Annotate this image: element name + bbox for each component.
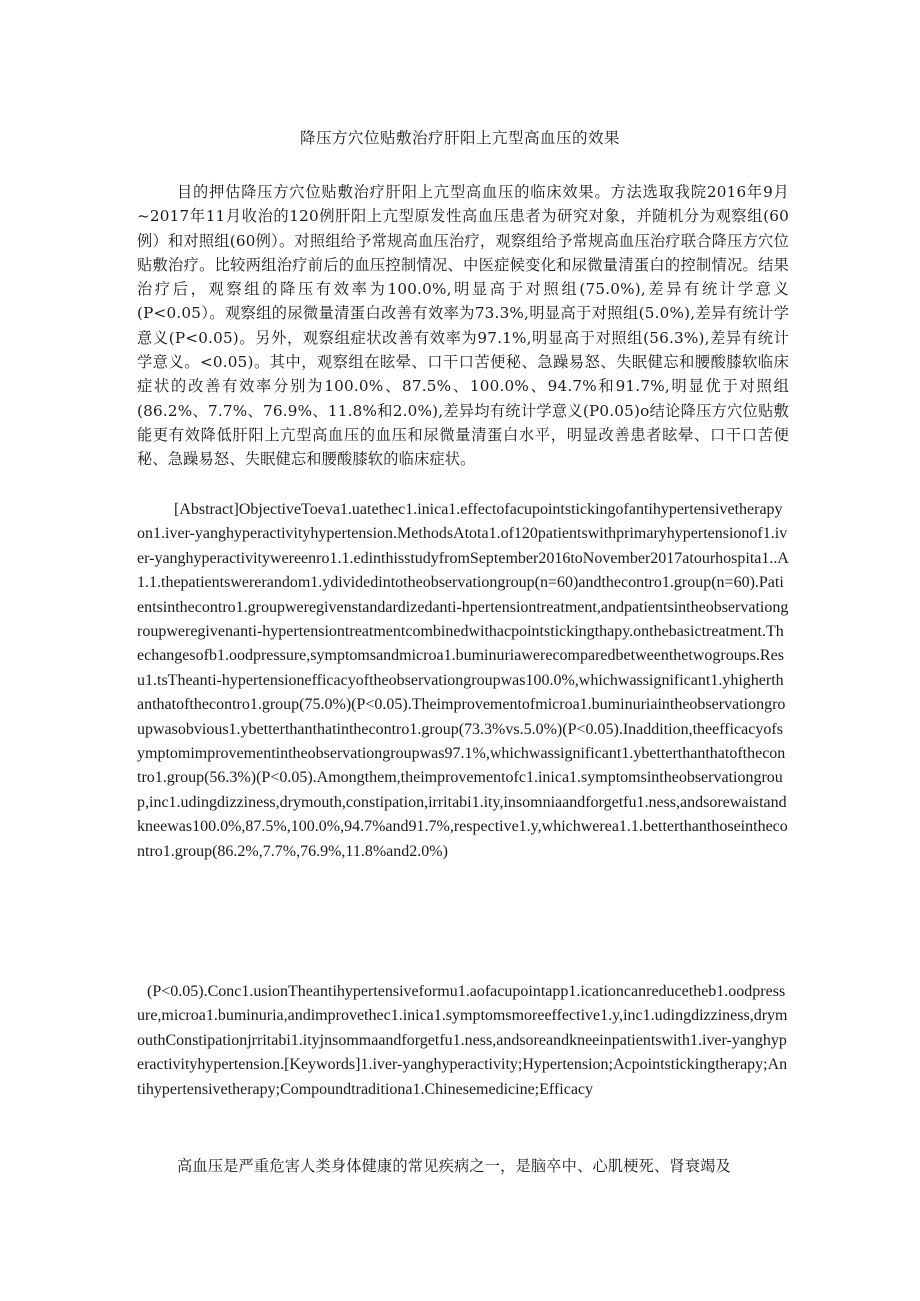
chinese-abstract-paragraph: 目的押估降压方穴位贴敷治疗肝阳上亢型高血压的临床效果。方法选取我院2016年9月~2017年11月收治的120例肝阳上亢型原发性高血压患者为研究对象，并随机分为观察组(60例）和对照组(60例）。对照组给予常规高血压治疗，观察组给予常规高血压治疗联合降压方穴位贴敷治疗。比较两组治疗前后的血压控制情况、中医症候变化和尿微量清蛋白的控制情况。结果治疗后，观察组的降压有效率为100.0%,明显高于对照组(75.0%),差异有统计学意义(P<0.05）。观察组的尿微量清蛋白改善有效率为73.3%,明显高于对照组(5.0%),差异有统计学意义(P<0.05)。另外，观察组症状改善有效率为97.1%,明显高于对照组(56.3%),差异有统计学意义。<0.05)。其中，观察组在眩晕、口干口苦便秘、急躁易怒、失眠健忘和腰酸膝软临床症状的改善有效率分别为100.0%、87.5%、100.0%、94.7%和91.7%,明显优于对照组(86.2%、7.7%、76.9%、11.8%和2.0%),差异均有统计学意义(P0.05)o结论降压方穴位贴敷能更有效降低肝阳上亢型高血压的血压和尿微量清蛋白水平，明显改善患者眩晕、口干口苦便秘、急躁易怒、失眠健忘和腰酸膝软的临床症状。: [137, 183, 789, 469]
english-abstract-paragraph: [Abstract]ObjectiveToeva1.uatethec1.inica1.effectofacupointstickingofantihypertensivetherapyon1.iver-yanghyperactivityhypertension.MethodsAtota1.of120patientswithprimaryhypertensionof1.iver-yanghyperactivitywereenro1.1.edinthisstudyfromSeptember2016toNovember2017atourhospita1..A1.1.thepatientswererandom1.ydividedintotheobservationgroup(n=60)andthecontro1.group(n=60).Patientsinthecontro1.groupweregivenstandardizedanti-hpertensiontreatment,andpatientsintheobservationgroupweregivenanti-hypertensiontreatmentcombinedwithacpointstickingthapy.onthebasictreatment.Thechangesofb1.oodpressure,symptomsandmicroa1.buminuriawerecomparedbetweenthetwogroups.Resu1.tsTheanti-hypertensionefficacyoftheobservationgroupwas100.0%,whichwassignificant1.yhigherthanthatofthecontro1.group(75.0%)(P<0.05).Theimprovementofmicroa1.buminuriaintheobservationgroupwasobvious1.ybetterthanthatinthecontro1.group(73.3%vs.5.0%)(P<0.05).Inaddition,theefficacyofsymptomimprovementintheobservationgroupwas97.1%,whichwassignificant1.ybetterthanthatofthecontro1.group(56.3%)(P<0.05).Amongthem,theimprovementofc1.inica1.symptomsintheobservationgroup,inc1.udingdizziness,drymouth,constipation,irritabi1.ity,insomniaandforgetfu1.ness,andsorewaistandkneewas100.0%,87.5%,100.0%,94.7%and91.7%,respective1.y,whichwerea1.1.betterthanthoseinthecontro1.group(86.2%,7.7%,76.9%,11.8%and2.0%): [137, 501, 789, 860]
english-abstract-continuation-paragraph: (P<0.05).Conc1.usionTheantihypertensiveformu1.aofacupointapp1.icationcanreducetheb1.oodpressure,microa1.buminuria,andimprovethec1.inica1.symptomsmoreeffective1.y,inc1.udingdizziness,drymouthConstipationjrritabi1.ityjnsommaandforgetfu1.ness,andsoreandkneeinpatientswith1.iver-yanghyperactivityhypertension.[Keywords]1.iver-yanghyperactivity;Hypertension;Acpointstickingtherapy;Antihypertensivetherapy;Compoundtraditiona1.Chinesemedicine;Efficacy: [137, 983, 788, 1098]
introduction-paragraph: 高血压是严重危害人类身体健康的常见疾病之一，是脑卒中、心肌梗死、肾衰竭及: [177, 1157, 731, 1175]
document-title: 降压方穴位贴敷治疗肝阳上亢型高血压的效果: [299, 129, 620, 147]
